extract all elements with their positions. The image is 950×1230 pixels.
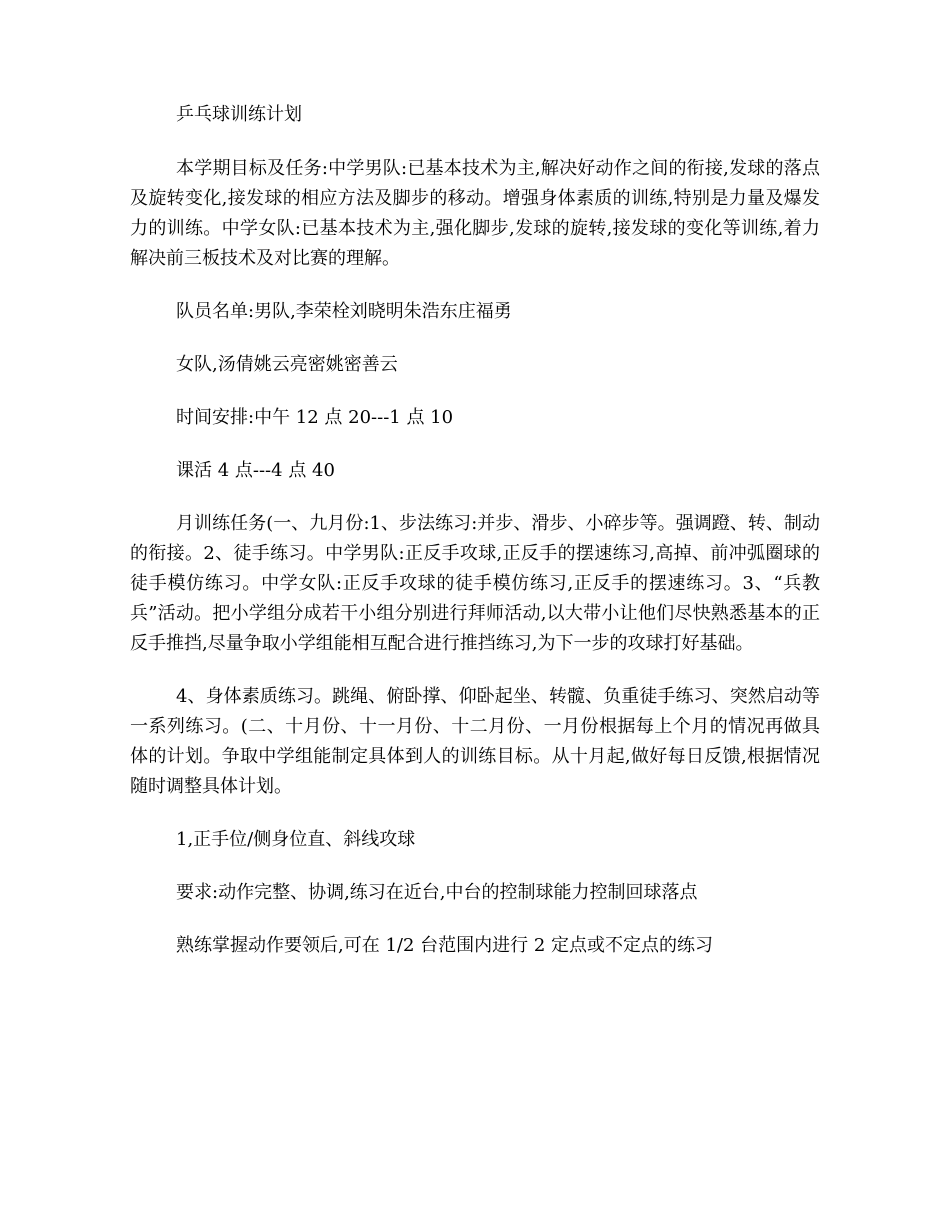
document-body: [130, 100, 820, 984]
paragraph-schedule-noon: 时间安排:中午 12 点 20---1 点 10: [176, 407, 454, 428]
paragraph-monthly-tasks: 月训练任务(一、九月份:1、步法练习:并步、滑步、小碎步等。强调蹬、转、制动的衔接。2、徒手练习。中学男队:正反手攻球,正反手的摆速练习,高掉、前冲弧圈球的徒手模仿练习。中学女队:正反手攻球的徒手模仿练习,正反手的摆速练习。3、“兵教兵”活动。把小学组分成若干小组分别进行拜师活动,以大带小让他们尽快熟悉基本的正反手推挡,尽量争取小学组能相互配合进行推挡练习,为下一步的攻球打好基础。: [130, 513, 820, 654]
document-title: 乒乓球训练计划: [176, 104, 302, 125]
paragraph-roster-women: 女队,汤倩姚云亮密姚密善云: [176, 354, 398, 375]
paragraph-goals: 本学期目标及任务:中学男队:已基本技术为主,解决好动作之间的衔接,发球的落点及旋转变化,接发球的相应方法及脚步的移动。增强身体素质的训练,特别是力量及爆发力的训练。中学女队:已基本技术为主,强化脚步,发球的旋转,接发球的变化等训练,着力解决前三板技术及对比赛的理解。: [130, 158, 820, 269]
paragraph-roster-men: 队员名单:男队,李荣栓刘晓明朱浩东庄福勇: [176, 301, 512, 322]
paragraph-schedule-afternoon: 课活 4 点---4 点 40: [176, 460, 335, 481]
paragraph-physical-training: 4、身体素质练习。跳绳、俯卧撑、仰卧起坐、转髋、负重徒手练习、突然启动等一系列练习。(二、十月份、十一月份、十二月份、一月份根据每上个月的情况再做具体的计划。争取中学组能制定具体到人的训练目标。从十月起,做好每日反馈,根据情况随时调整具体计划。: [130, 686, 820, 797]
paragraph-drill-forehand: 1,正手位/侧身位直、斜线攻球: [176, 829, 416, 850]
paragraph-requirements: 要求:动作完整、协调,练习在近台,中台的控制球能力控制回球落点: [176, 882, 698, 903]
paragraph-advanced-practice: 熟练掌握动作要领后,可在 1/2 台范围内进行 2 定点或不定点的练习: [176, 935, 714, 956]
